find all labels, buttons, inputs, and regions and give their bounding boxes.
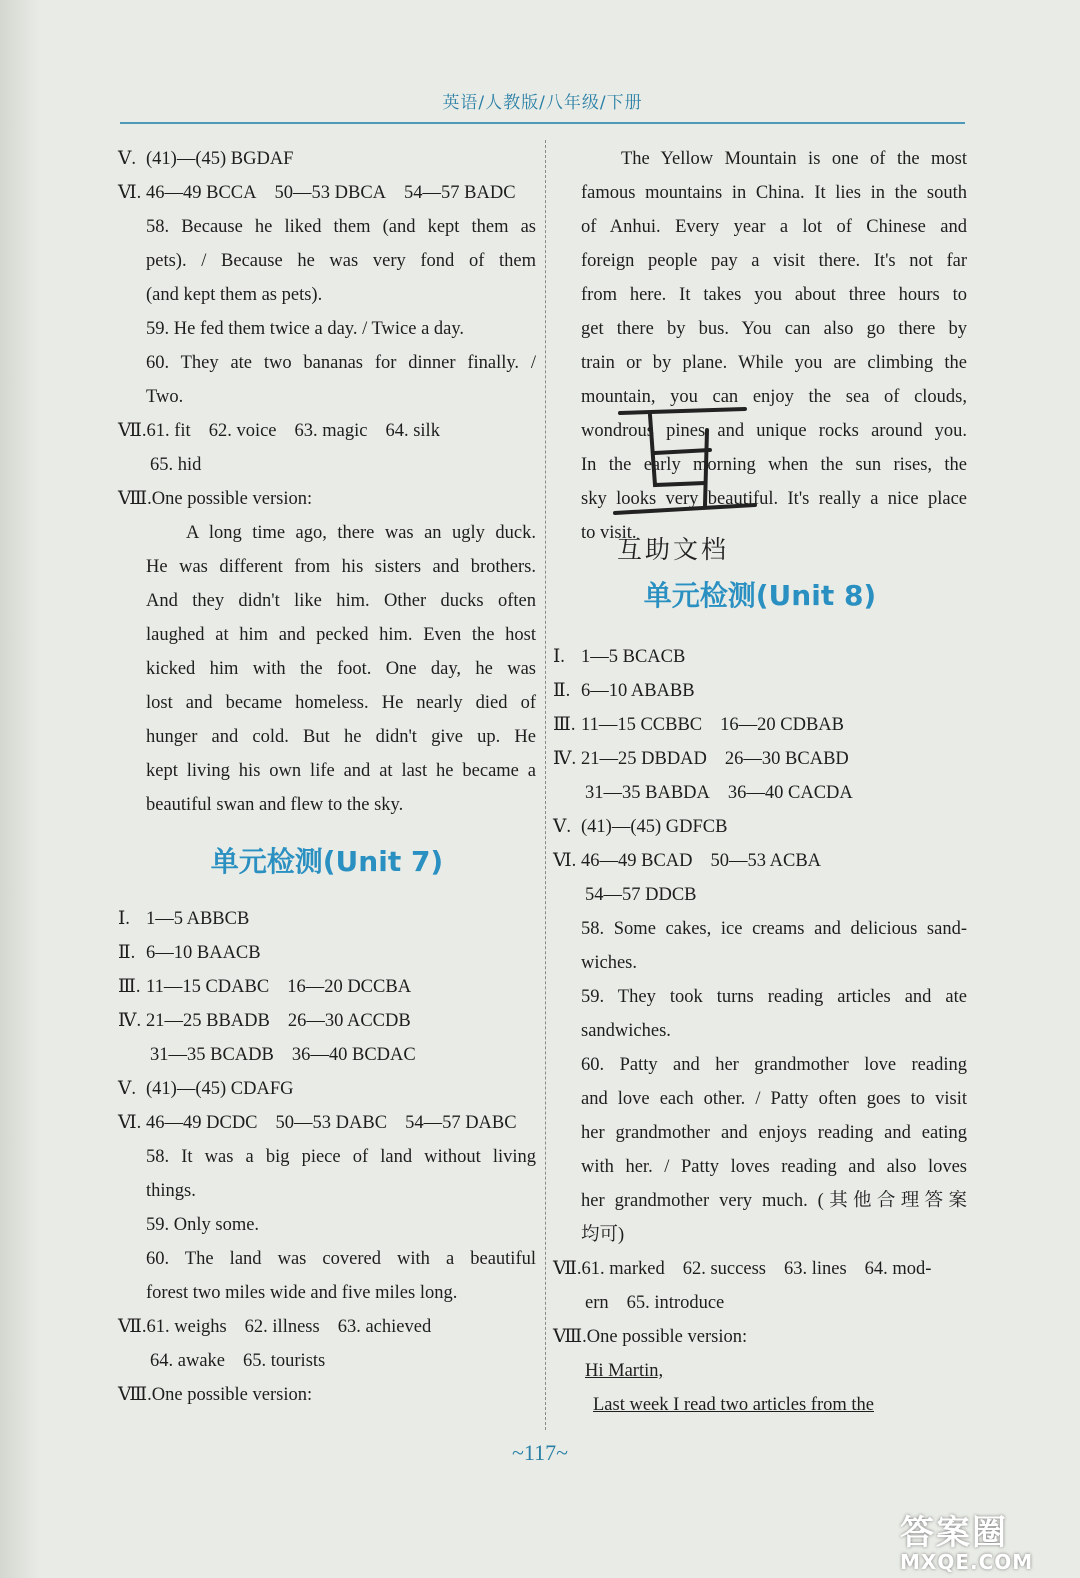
page-number: ~117~ bbox=[512, 1440, 568, 1465]
essay-line: mountain, you can enjoy the sea of clouds, bbox=[581, 387, 967, 407]
answer-line: Ⅱ. 6—10 ABABB bbox=[553, 681, 695, 701]
watermark-logo: 答案圈 bbox=[900, 1513, 1008, 1553]
essay-line: kicked him with the foot. One day, he was bbox=[146, 659, 536, 679]
answer-line: Ⅲ. 11—15 CDABC 16—20 DCCBA bbox=[118, 977, 412, 997]
answer-text: sandwiches. bbox=[581, 1021, 671, 1041]
answer-text: forest two miles wide and five miles long. bbox=[146, 1283, 458, 1303]
answer-line: Ⅵ. 46—49 DCDC 50—53 DABC 54—57 DABC bbox=[118, 1113, 517, 1133]
answer-text: her grandmother and enjoys reading and eating bbox=[581, 1123, 967, 1143]
essay-line: wondrous pines and unique rocks around you. bbox=[581, 421, 967, 441]
page-header bbox=[120, 88, 965, 124]
answer-line: Ⅵ. 46—49 BCAD 50—53 ACBA bbox=[553, 851, 822, 871]
answer-text: 58. Because he liked them (and kept them as bbox=[146, 217, 536, 237]
answer-text: Two. bbox=[146, 387, 184, 407]
essay-line: train or by plane. While you are climbing the bbox=[581, 353, 967, 373]
essay-line: of Anhui. Every year a lot of Chinese and bbox=[581, 217, 967, 237]
essay-line: kept living his own life and at last he became a bbox=[146, 761, 536, 781]
site-watermark bbox=[900, 1505, 1070, 1574]
answer-text: 59. Only some. bbox=[146, 1215, 260, 1235]
essay-line: And they didn't like him. Other ducks often bbox=[146, 591, 536, 611]
answer-text: Hi Martin, bbox=[585, 1361, 664, 1381]
watermark-url: MXQE.COM bbox=[900, 1550, 1034, 1574]
answer-text: 均可) bbox=[581, 1225, 625, 1245]
answer-text: and love each other. / Patty often goes to visit bbox=[581, 1089, 967, 1109]
answer-line: Ⅷ.One possible version: bbox=[553, 1327, 748, 1347]
answer-line: Ⅱ. 6—10 BAACB bbox=[118, 943, 261, 963]
left-column bbox=[118, 142, 536, 1412]
book-spine-shadow bbox=[0, 0, 40, 1578]
answer-text: pets). / Because he was very fond of them bbox=[146, 251, 536, 271]
essay-line: from here. It takes you about three hours to bbox=[581, 285, 967, 305]
essay-line: lost and became homeless. He nearly died of bbox=[146, 693, 536, 713]
answer-text: 60. The land was covered with a beautiful bbox=[146, 1249, 536, 1269]
answer-line: Ⅴ. (41)—(45) BGDAF bbox=[118, 149, 294, 169]
answer-line: Ⅲ. 11—15 CCBBC 16—20 CDBAB bbox=[553, 715, 845, 735]
answer-line: Ⅷ.One possible version: bbox=[118, 489, 313, 509]
answer-text: 58. It was a big piece of land without living bbox=[146, 1147, 536, 1167]
answer-text: Last week I read two articles from the bbox=[593, 1395, 874, 1415]
answer-text: 54—57 DDCB bbox=[585, 885, 697, 905]
answer-line: 31—35 BABDA 36—40 CACDA bbox=[585, 783, 853, 803]
answer-line: Ⅶ.61. marked 62. success 63. lines 64. mod- bbox=[553, 1259, 932, 1279]
answer-line: Ⅵ. 46—49 BCCA 50—53 DBCA 54—57 BADC bbox=[118, 183, 516, 203]
essay-line: A long time ago, there was an ugly duck. bbox=[186, 523, 536, 543]
answer-line: 31—35 BCADB 36—40 BCDAC bbox=[150, 1045, 416, 1065]
essay-line: to visit. bbox=[581, 523, 637, 543]
essay-line: In the early morning when the sun rises, the bbox=[581, 455, 967, 475]
column-divider bbox=[545, 140, 547, 1430]
answer-text: 58. Some cakes, ice creams and delicious sand- bbox=[581, 919, 967, 939]
essay-line: sky looks very beautiful. It's really a nice place bbox=[581, 489, 967, 509]
essay-line: hunger and cold. But he didn't give up. He bbox=[146, 727, 536, 747]
answer-text: 60. Patty and her grandmother love reading bbox=[581, 1055, 967, 1075]
essay-left bbox=[118, 516, 536, 822]
answer-text: 59. He fed them twice a day. / Twice a day. bbox=[146, 319, 465, 339]
answer-line: Ⅴ. (41)—(45) CDAFG bbox=[118, 1079, 294, 1099]
answer-line: Ⅳ. 21—25 BBADB 26—30 ACCDB bbox=[118, 1011, 411, 1031]
header-title: 英语/人教版/八年级/下册 bbox=[442, 93, 643, 113]
answer-text: 60. They ate two bananas for dinner finally. / bbox=[146, 353, 536, 373]
answer-text: (and kept them as pets). bbox=[146, 285, 323, 305]
answer-text: with her. / Patty loves reading and also loves bbox=[581, 1157, 967, 1177]
answer-line: Ⅶ.61. fit 62. voice 63. magic 64. silk bbox=[118, 421, 440, 441]
answer-line: Ⅳ. 21—25 DBDAD 26—30 BCABD bbox=[553, 749, 849, 769]
answer-text: wiches. bbox=[581, 953, 637, 973]
unit7-title: 单元检测(Unit 7) bbox=[210, 845, 444, 878]
answer-block bbox=[118, 1140, 536, 1310]
answer-line: Ⅰ. 1—5 ABBCB bbox=[118, 909, 250, 929]
essay-line: The Yellow Mountain is one of the most bbox=[621, 149, 967, 169]
answer-line: Ⅷ.One possible version: bbox=[118, 1385, 313, 1405]
answer-line: ern 65. introduce bbox=[585, 1293, 725, 1313]
handwritten-text: 互助文档 bbox=[617, 535, 730, 564]
essay-line: beautiful swan and flew to the sky. bbox=[146, 795, 404, 815]
essay-line: laughed at him and pecked him. Even the host bbox=[146, 625, 536, 645]
essay-line: get there by bus. You can also go there by bbox=[581, 319, 967, 339]
answer-text: things. bbox=[146, 1181, 196, 1201]
answer-text: her grandmother very much. (其他合理答案 bbox=[581, 1191, 967, 1211]
answer-block bbox=[118, 210, 536, 414]
essay-line: famous mountains in China. It lies in the south bbox=[581, 183, 967, 203]
answer-line: 64. awake 65. tourists bbox=[150, 1351, 326, 1371]
answer-text: 65. hid bbox=[150, 455, 202, 475]
right-column bbox=[553, 142, 967, 1422]
unit8-title: 单元检测(Unit 8) bbox=[643, 579, 877, 612]
essay-line: He was different from his sisters and brothers. bbox=[146, 557, 536, 577]
answer-block bbox=[553, 912, 967, 1252]
answer-line: Ⅴ. (41)—(45) GDFCB bbox=[553, 817, 728, 837]
answer-line: Ⅰ. 1—5 BCACB bbox=[553, 647, 686, 667]
answer-text: 59. They took turns reading articles and ate bbox=[581, 987, 967, 1007]
essay-line: foreign people pay a visit there. It's not far bbox=[581, 251, 967, 271]
answer-line: Ⅶ.61. weighs 62. illness 63. achieved bbox=[118, 1317, 432, 1337]
